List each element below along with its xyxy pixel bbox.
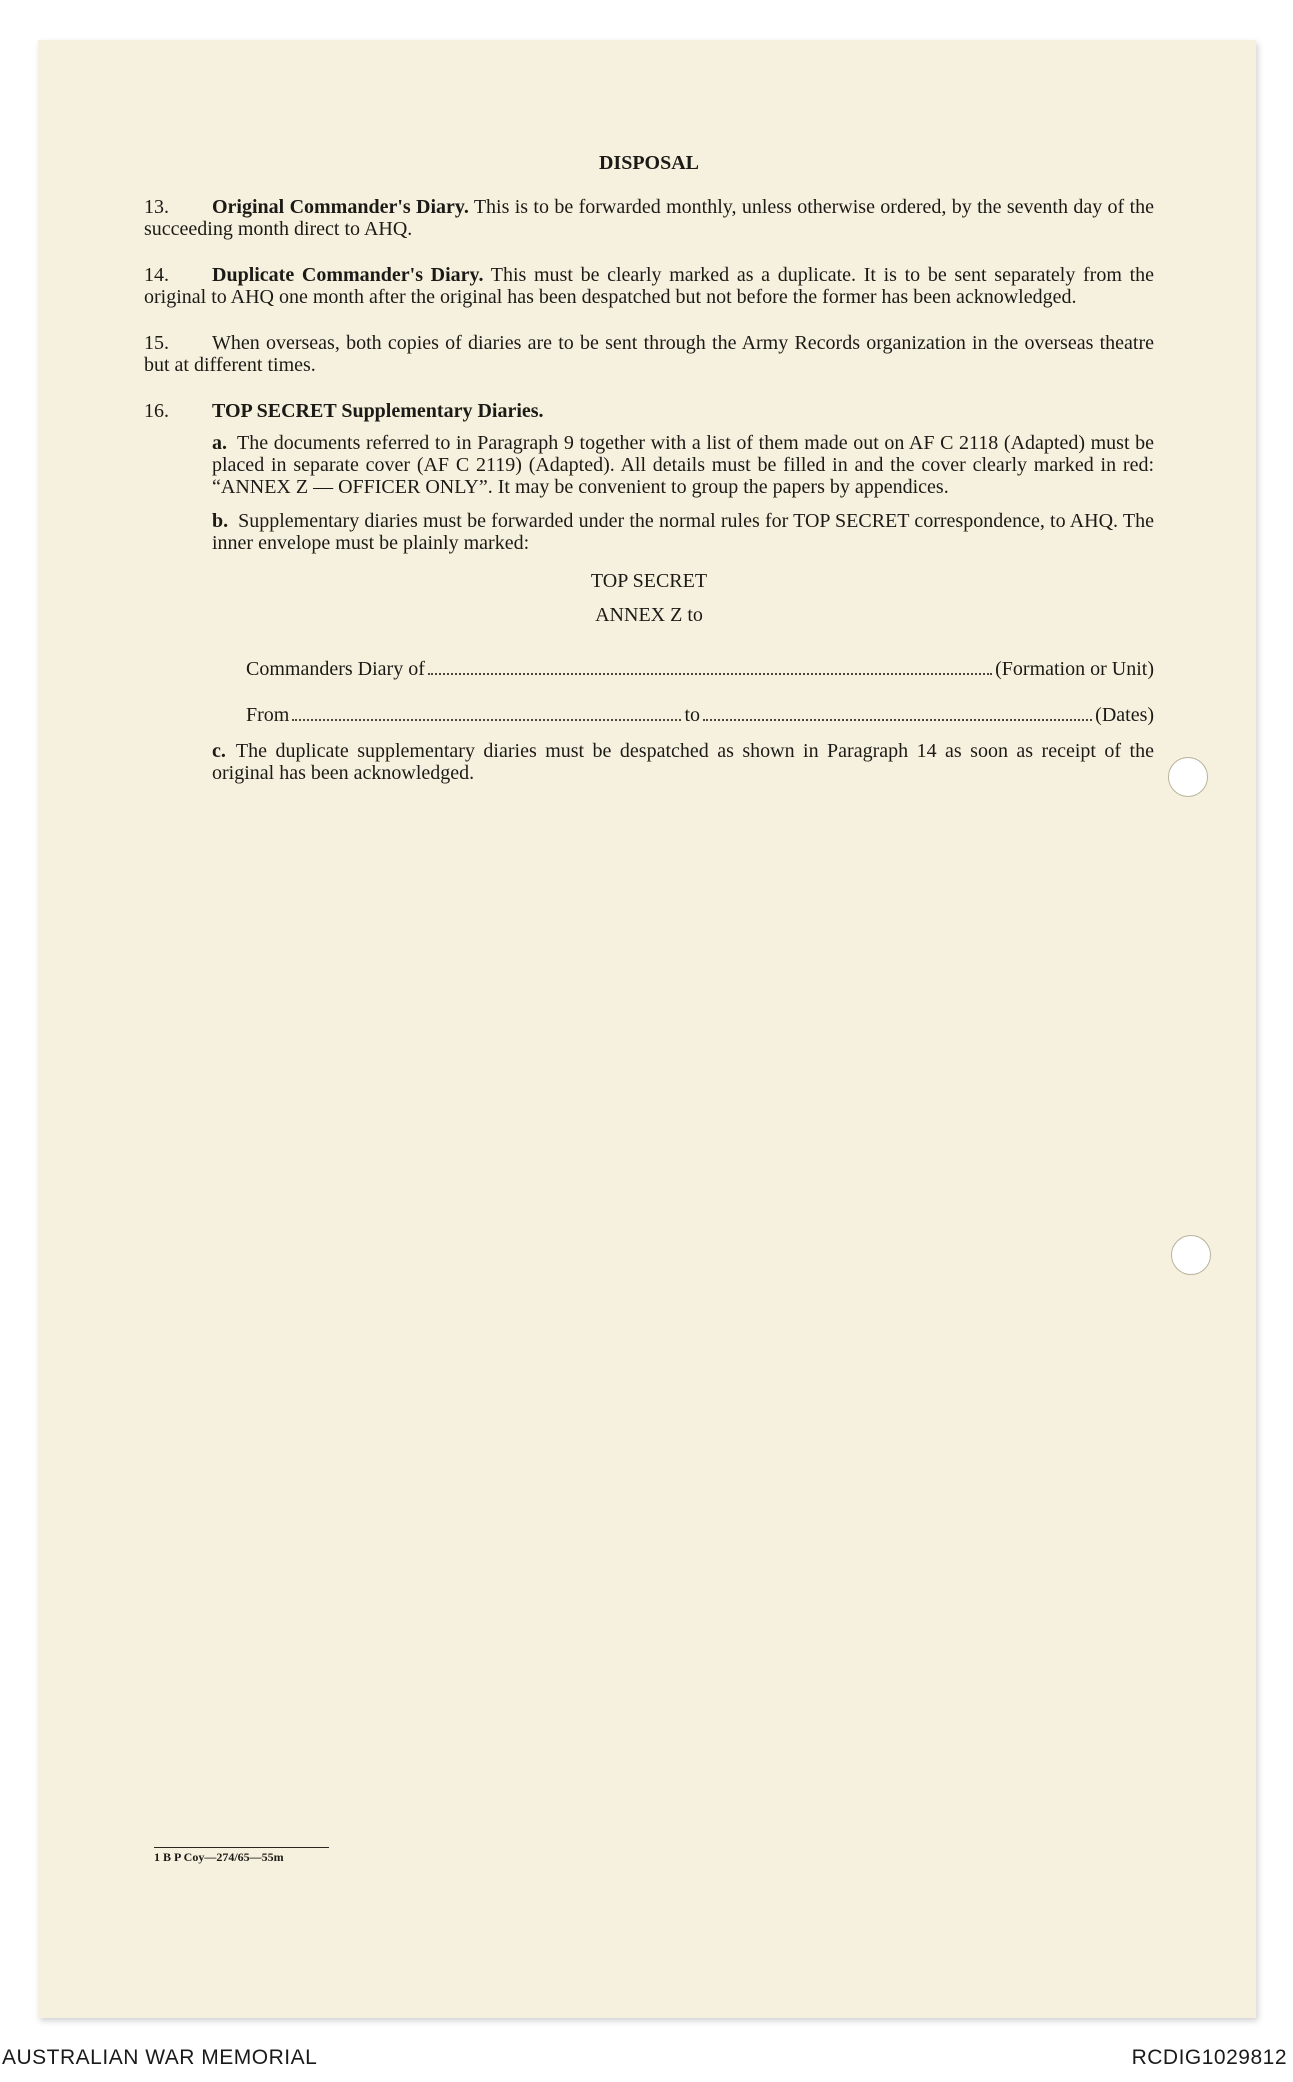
paragraph-title: Duplicate Commander's Diary.: [212, 264, 484, 286]
form-line-dates: [246, 704, 1154, 726]
paragraph-number: 15.: [144, 332, 169, 354]
paragraph-text: When overseas, both copies of diaries are to be sent through the Army Records organization in the overseas theatre but at different times.: [144, 332, 1154, 376]
subparagraph-b: [212, 510, 1154, 554]
archive-caption-right: RCDIG1029812: [1131, 2046, 1287, 2069]
subparagraph-label: b.: [212, 510, 229, 532]
envelope-mark-annex: ANNEX Z to: [595, 604, 703, 626]
paragraph-text: This must be clearly marked as a duplicate. It is to be sent separately from the original to AHQ one month after the original has been despatched but not before the former has been acknowledged.: [144, 264, 1155, 308]
paragraph-title: Original Commander's Diary.: [212, 196, 469, 218]
envelope-mark-top-secret: TOP SECRET: [590, 570, 708, 592]
document-body: [144, 152, 1154, 796]
subparagraph-label: c.: [212, 740, 226, 762]
form-line-diary: [246, 658, 1154, 680]
subparagraph-text: Supplementary diaries must be forwarded under the normal rules for TOP SECRET correspondence, to AHQ. The inner envelope must be plainly marked:: [212, 510, 1154, 554]
paragraph-number: 13.: [144, 196, 169, 218]
subparagraph-c: [212, 740, 1154, 784]
blank-to-field: [703, 719, 1092, 721]
archive-caption-left: AUSTRALIAN WAR MEMORIAL: [2, 2046, 318, 2069]
printer-imprint: 1 B P Coy—274/65—55m: [154, 1847, 329, 1865]
section-heading: DISPOSAL: [598, 152, 700, 174]
subparagraph-a: [212, 432, 1154, 498]
paragraph-16: [144, 400, 1154, 422]
paragraph-text: This is to be forwarded monthly, unless otherwise ordered, by the seventh day of the succeeding month direct to AHQ.: [144, 196, 1155, 240]
form-suffix-formation: (Formation or Unit): [995, 658, 1154, 680]
form-label-diary: Commanders Diary of: [246, 658, 425, 680]
form-label-to: to: [684, 704, 701, 726]
subparagraph-text: The documents referred to in Paragraph 9 together with a list of them made out on AF C 2118 (Adapted) must be placed in separate cover (AF C 2119) (Adapted). All details must be filled in and the cover clearly marked in red: “ANNEX Z — OFFICER ONLY”. It may be convenient to group the papers by appendices.: [212, 432, 1154, 498]
paragraph-13: [144, 196, 1154, 240]
paragraph-number: 16.: [144, 400, 169, 422]
blank-formation-field: [428, 673, 992, 675]
subparagraph-text: The duplicate supplementary diaries must be despatched as shown in Paragraph 14 as soon as receipt of the original has been acknowledged.: [212, 740, 1154, 784]
form-suffix-dates: (Dates): [1095, 704, 1155, 726]
form-label-from: From: [246, 704, 290, 726]
punch-hole-bottom: [1171, 1235, 1211, 1275]
blank-from-field: [292, 719, 681, 721]
paragraph-number: 14.: [144, 264, 169, 286]
paragraph-15: [144, 332, 1154, 376]
punch-hole-top: [1168, 757, 1208, 797]
subparagraph-label: a.: [212, 432, 227, 454]
paragraph-title: TOP SECRET Supplementary Diaries.: [212, 400, 544, 422]
paragraph-14: [144, 264, 1154, 308]
